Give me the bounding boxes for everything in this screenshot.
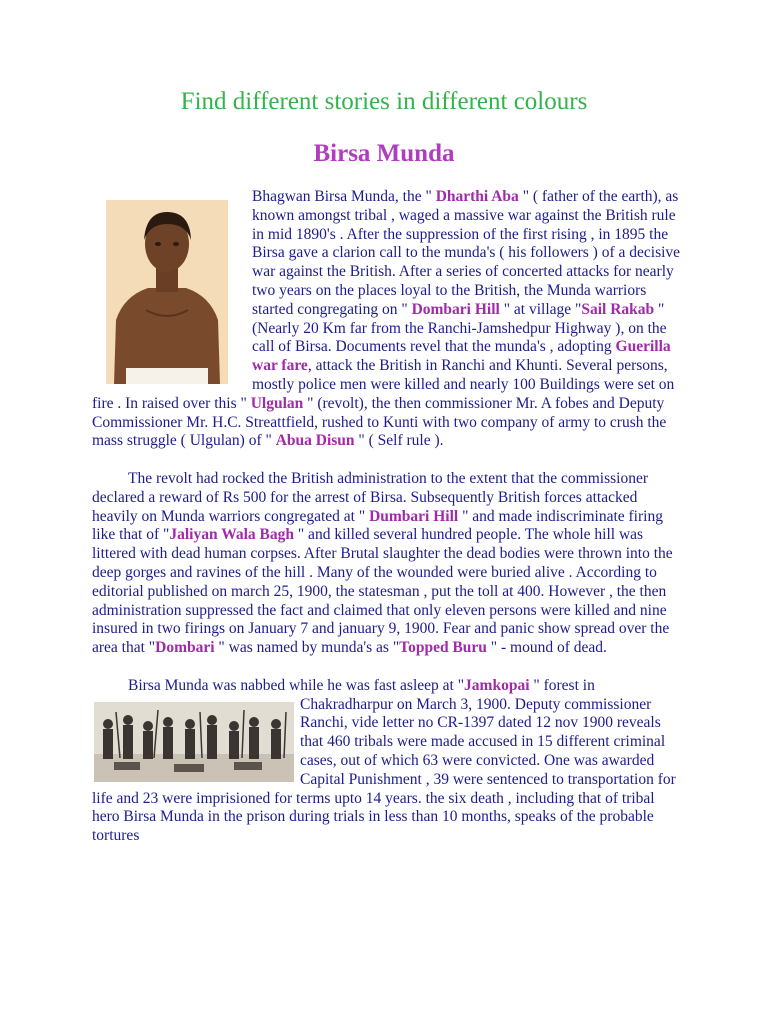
p1-keyword-3: Sail Rakab: [581, 300, 655, 318]
paragraph-2: [92, 470, 682, 658]
p1-keyword-4: Guerilla war fare: [252, 338, 671, 375]
p2-keyword-2: Jaliyan Wala Bagh: [169, 526, 294, 544]
p2-keyword-4: Topped Buru: [399, 639, 487, 657]
p3-text-1: Birsa Munda was nabbed while he was fast asleep at ": [128, 676, 465, 694]
p1-text-1: Bhagwan Birsa Munda, the ": [252, 188, 436, 205]
paragraph-1: [92, 188, 682, 451]
p1-keyword-6: Abua Disun: [275, 432, 355, 450]
p2-text-1: The revolt had rocked the British administration to the extent that the commissioner declared a reward of Rs 500 for the arrest of Birsa. Subsequently British forces attacked heavily on Munda warriors congregated at ": [92, 469, 648, 525]
article-body: [92, 188, 682, 846]
page-headline: Find different stories in different colours: [180, 88, 588, 115]
p2-text-3: " and killed several hundred people. The whole hill was littered with dead human corpses. After Brutal slaughter the dead bodies were thrown into the deep gorges and ravines of the hill . Many of the wounded were buried alive . According to editorial published on march 25, 1900, the statesman , put the toll at 400. However , the then administration suppressed the fact and claimed that only eleven persons were killed and nine insured in two firings on January 7 and january 9, 1900. Fear and panic show spread over the area that ": [92, 526, 673, 657]
p1-text-4: " (Nearly 20 Km far from the Ranchi-Jamshedpur Highway ), on the call of Birsa. Documents revel that the munda's , adopting: [252, 300, 667, 356]
p2-keyword-1: Dumbari Hill: [369, 507, 459, 525]
p1-keyword-1: Dharthi Aba: [435, 188, 519, 205]
portrait-photo: [106, 200, 228, 384]
p3-text-2: " forest in Chakradharpur on March 3, 1900. Deputy commissioner Ranchi, vide letter no CR-1397 dated 12 nov 1900 reveals that 460 tribals were made accused in 15 different criminal cases, out of which 63 were convicted. One was awarded Capital Punishment , 39 were sentenced to transportation for life and 23 were imprisioned for terms upto 14 years. the six death , including that of tribal hero Birsa Munda in the prison during trials in less than 10 months, speaks of the probable tortures: [92, 676, 676, 845]
group-photo-icon: [94, 702, 294, 782]
p1-keyword-5: Ulgulan: [250, 394, 304, 412]
p1-keyword-2: Dombari Hill: [411, 300, 500, 318]
p1-text-2: " ( father of the earth), as known amongst tribal , waged a massive war against the British rule in mid 1890's . After the suppression of the first rising , in 1895 the Birsa gave a clarion call to the munda's ( his followers ) of a decisive war against the British. After a series of concerted attacks for nearly two years on the places loyal to the British, the Munda warriors started congregating on ": [252, 188, 681, 318]
portrait-photo-icon: [106, 200, 228, 384]
p3-keyword-1: Jamkopai: [464, 676, 530, 694]
p2-text-4: " was named by munda's as ": [214, 639, 400, 657]
p1-text-5: , attack the British in Ranchi and Khunti. Several persons, mostly police men were killed and nearly 100 Buildings were set on fire . In raised over this ": [92, 357, 675, 412]
p2-text-5: " - mound of dead.: [486, 639, 607, 657]
group-photo: [94, 702, 294, 782]
p1-text-3: " at village ": [499, 300, 582, 318]
paragraph-3: [92, 677, 682, 846]
p1-text-6: " (revolt), the then commissioner Mr. A fobes and Deputy Commissioner Mr. H.C. Streattfield, rushed to Kunti with two company of army to crush the mass struggle ( Ulgulan) of ": [92, 394, 667, 450]
p2-text-2: " and made indiscriminate firing like that of ": [92, 507, 663, 544]
p1-text-7: " ( Self rule ).: [354, 432, 444, 450]
p2-keyword-3: Dombari: [155, 639, 215, 657]
page-title: Birsa Munda: [313, 140, 455, 167]
